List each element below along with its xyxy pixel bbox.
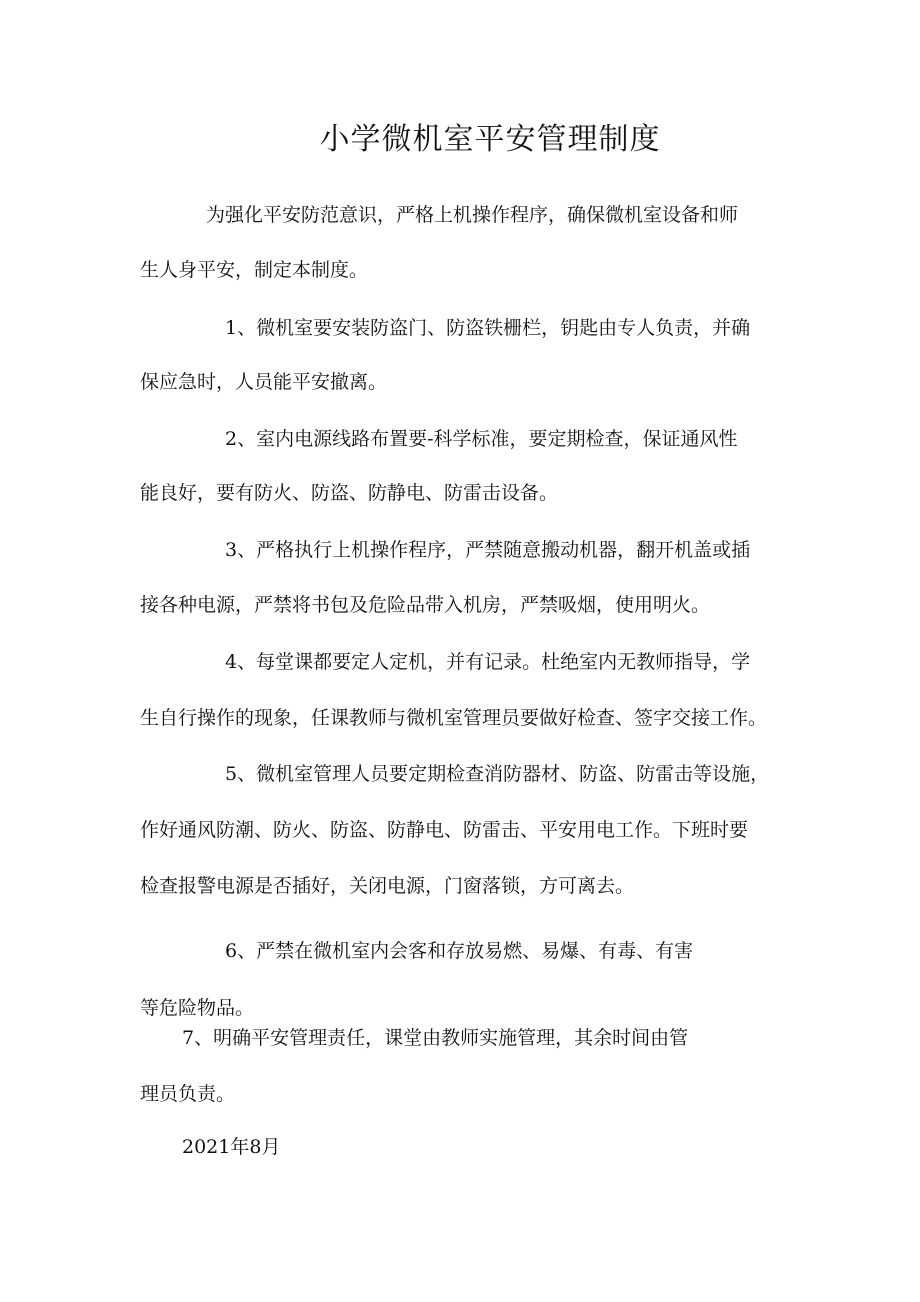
- rule-7-line-1: 7、明确平安管理责任，课堂由教师实施管理，其余时间由管: [182, 1027, 689, 1049]
- rule-4-line-1: 4、每堂课都要定人定机，并有记录。杜绝室内无教师指导，学: [225, 651, 751, 673]
- rule-6-line-2: 等危险物品。: [140, 997, 255, 1019]
- rule-5-line-3: 检查报警电源是否插好，关闭电源，门窗落锁，方可离去。: [140, 875, 635, 897]
- rule-3-line-1: 3、严格执行上机操作程序，严禁随意搬动机器，翻开机盖或插: [225, 539, 751, 561]
- intro-line-2: 生人身平安，制定本制度。: [140, 259, 369, 281]
- rule-6-line-1: 6、严禁在微机室内会客和存放易燃、易爆、有毒、有害: [225, 940, 694, 962]
- rule-2-line-2: 能良好，要有防火、防盗、防静电、防雷击设备。: [140, 482, 559, 504]
- rule-1-line-2: 保应急时，人员能平安撤离。: [140, 371, 388, 393]
- rule-4-line-2: 生自行操作的现象，任课教师与微机室管理员要做好检查、签字交接工作。: [140, 707, 768, 729]
- rule-2-line-1: 2、室内电源线路布置要-科学标准，要定期检查，保证通风性: [225, 428, 738, 450]
- rule-7-line-2: 理员负责。: [140, 1083, 236, 1105]
- rule-5-line-1: 5、微机室管理人员要定期检查消防器材、防盗、防雷击等设施，: [225, 763, 770, 785]
- page-title: 小学微机室平安管理制度: [319, 122, 661, 157]
- rule-3-line-2: 接各种电源，严禁将书包及危险品带入机房，严禁吸烟，使用明火。: [140, 594, 711, 616]
- document-date: 2021年8月: [182, 1136, 281, 1158]
- rule-5-line-2: 作好通风防潮、防火、防盗、防静电、防雷击、平安用电工作。下班时要: [140, 819, 749, 841]
- intro-line-1: 为强化平安防范意识，严格上机操作程序，确保微机室设备和师: [206, 204, 739, 226]
- rule-1-line-1: 1、微机室要安装防盗门、防盗铁栅栏，钥匙由专人负责，并确: [225, 317, 751, 339]
